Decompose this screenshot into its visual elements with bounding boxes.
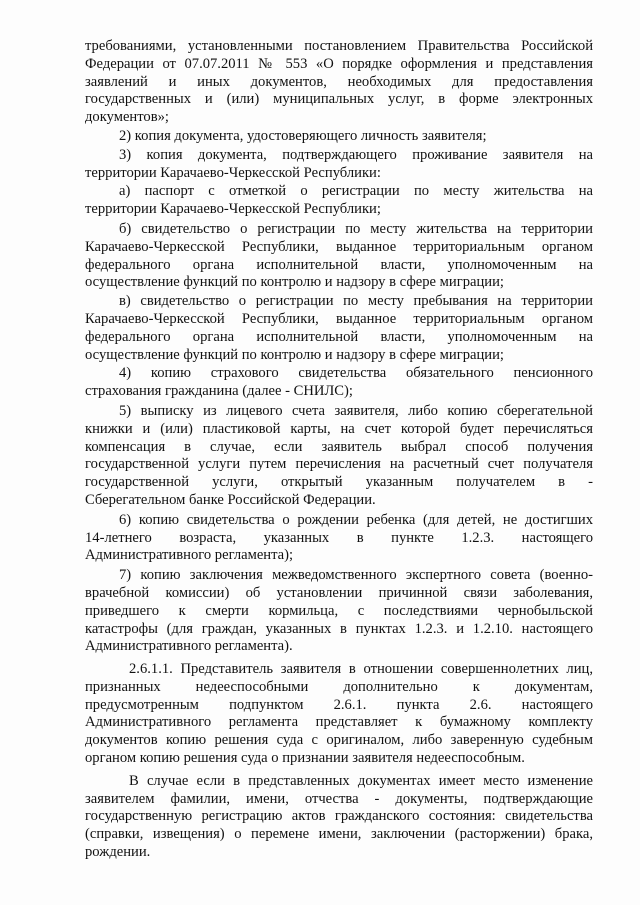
text-line: документов копию решения суда с оригиналом, либо заверенную судебным	[85, 732, 593, 749]
paragraph-intro	[85, 38, 593, 127]
text-line: в) свидетельство о регистрации по месту пребывания на территории	[119, 293, 593, 310]
text-line: 4) копию страхового свидетельства обязательного пенсионного	[119, 365, 593, 382]
text-line: 2) копия документа, удостоверяющего личность заявителя;	[119, 127, 487, 144]
paragraph-item-2	[85, 128, 593, 146]
text-line: Административного регламента представляет к бумажному комплекту	[85, 714, 593, 731]
document-body	[85, 38, 593, 862]
text-line: Карачаево-Черкесской Республики, выданное территориальным органом	[85, 238, 593, 255]
text-line: территории Карачаево-Черкесской Республики:	[85, 164, 381, 181]
text-line: государственных и (или) муниципальных услуг, в форме электронных	[85, 91, 593, 108]
text-line: (справки, извещения) о перемене имени, заключении (расторжении) брака,	[85, 826, 593, 843]
paragraph-item-6	[85, 512, 593, 565]
text-line: заявлений и иных документов, необходимых для предоставления	[85, 73, 593, 90]
text-line: Сберегательном банке Российской Федерации.	[85, 491, 376, 508]
text-line: 3) копия документа, подтверждающего проживание заявителя на	[119, 146, 593, 163]
paragraph-item-3v	[85, 293, 593, 364]
text-line: рождении.	[85, 844, 151, 861]
text-line: органом копию решения суда о признании заявителя недееспособным.	[85, 750, 525, 767]
text-line: Карачаево-Черкесской Республики, выданное территориальным органом	[85, 310, 593, 327]
text-line: 5) выписку из лицевого счета заявителя, либо копию сберегательной	[119, 402, 593, 419]
text-line: компенсация в случае, если заявитель выбрал способ получения	[85, 438, 593, 455]
text-line: Федерации от 07.07.2011 № 553 «О порядке оформления и представления	[85, 55, 593, 72]
text-line: 7) копию заключения межведомственного экспертного совета (военно-	[119, 567, 593, 584]
text-line: Административного регламента).	[85, 638, 293, 655]
text-line: Административного регламента);	[85, 547, 294, 564]
text-line: требованиями, установленными постановлением Правительства Российской	[85, 38, 593, 54]
text-line: федерального органа исполнительной власти, уполномоченным на	[85, 328, 593, 345]
text-line: государственной услуги путем перечисления на расчетный счет получателя	[85, 456, 593, 473]
text-line: осуществление функций по контролю и надзору в сфере миграции;	[85, 346, 504, 363]
text-line: врачебной комиссии) об установлении причинной связи заболевания,	[85, 584, 593, 601]
paragraph-item-3a	[85, 183, 593, 219]
text-line: страхования гражданина (далее - СНИЛС);	[85, 383, 353, 400]
text-line: предусмотренным подпунктом 2.6.1. пункта 2.6. настоящего	[85, 696, 593, 713]
text-line: 14-летнего возраста, указанных в пункте 1.2.3. настоящего	[85, 529, 593, 546]
text-line: 2.6.1.1. Представитель заявителя в отношении совершеннолетних лиц,	[129, 661, 593, 678]
text-line: федерального органа исполнительной власти, уполномоченным на	[85, 256, 593, 273]
text-line: документов»;	[85, 109, 169, 126]
paragraph-name-change	[85, 773, 593, 862]
text-line: осуществление функций по контролю и надзору в сфере миграции;	[85, 274, 504, 291]
paragraph-item-3b	[85, 221, 593, 292]
paragraph-item-3	[85, 147, 593, 183]
text-line: заявителем фамилии, имени, отчества - документы, подтверждающие	[85, 790, 593, 807]
text-line: В случае если в представленных документах имеет место изменение	[129, 772, 593, 789]
text-line: б) свидетельство о регистрации по месту жительства на территории	[119, 220, 593, 237]
text-line: приведшего к смерти кормильца, с последствиями чернобыльской	[85, 602, 593, 619]
text-line: государственной услуги, открытый указанным получателем в -	[85, 474, 593, 491]
text-line: признанных недееспособными дополнительно к документам,	[85, 678, 593, 695]
text-line: катастрофы (для граждан, указанных в пунктах 1.2.3. и 1.2.10. настоящего	[85, 620, 593, 637]
text-line: государственную регистрацию актов гражданского состояния: свидетельства	[85, 808, 593, 825]
text-line: территории Карачаево-Черкесской Республики;	[85, 201, 381, 218]
paragraph-clause-2-6-1-1	[85, 661, 593, 768]
text-line: 6) копию свидетельства о рождении ребенка (для детей, не достигших	[119, 511, 593, 528]
paragraph-item-4	[85, 365, 593, 401]
text-line: книжки и (или) пластиковой карты, на счет которой будет перечисляться	[85, 420, 593, 437]
text-line: а) паспорт с отметкой о регистрации по месту жительства на	[119, 183, 593, 200]
paragraph-item-5	[85, 403, 593, 510]
paragraph-item-7	[85, 567, 593, 656]
